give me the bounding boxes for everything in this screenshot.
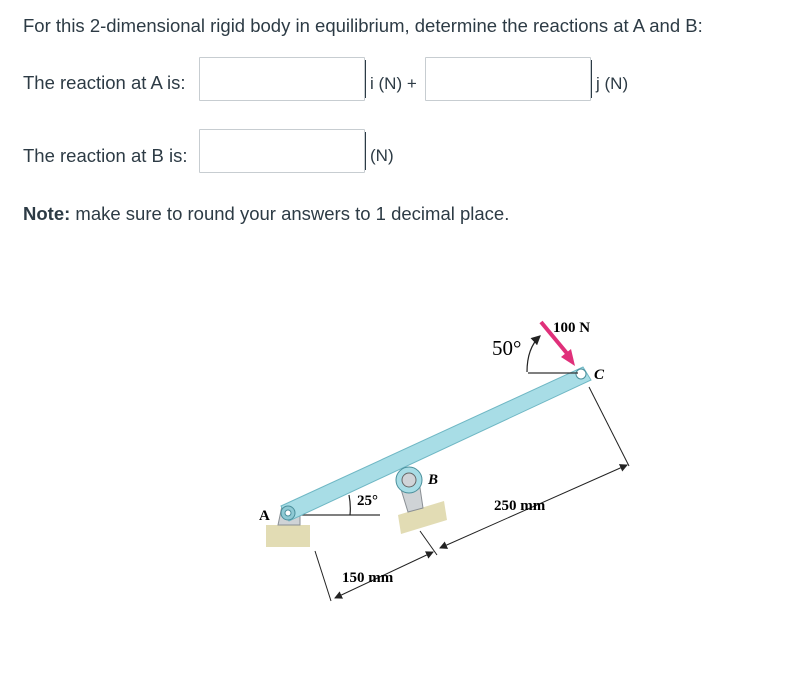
reaction-a-label: The reaction at A is: xyxy=(23,72,186,93)
dim-ext-c xyxy=(589,387,629,466)
reaction-a-i-unit: i (N) + xyxy=(370,74,417,93)
dim-ext-b xyxy=(420,531,437,555)
angle-arc-50 xyxy=(527,336,540,372)
dim-ext-a xyxy=(315,551,331,601)
question-text: For this 2-dimensional rigid body in equilibrium, determine the reactions at A and B: xyxy=(23,15,703,36)
label-b: B xyxy=(428,472,439,488)
dim-label-150: 150 mm xyxy=(342,570,394,586)
pin-c xyxy=(576,369,586,379)
angle-arc-25 xyxy=(349,495,350,515)
force-angle-label: 50° xyxy=(492,336,522,360)
reaction-b-label: The reaction at B is: xyxy=(23,145,188,166)
label-a: A xyxy=(259,508,270,524)
reaction-b-unit: (N) xyxy=(370,146,394,165)
note-text: make sure to round your answers to 1 decimal place. xyxy=(70,203,510,224)
roller-b-inner xyxy=(402,473,416,487)
support-a-base xyxy=(266,525,310,547)
note-bold: Note: xyxy=(23,203,71,224)
reaction-a-j-unit: j (N) xyxy=(596,74,629,93)
label-c: C xyxy=(594,367,605,383)
force-label: 100 N xyxy=(553,320,591,336)
pin-a-hole xyxy=(285,510,291,516)
bar-angle-label: 25° xyxy=(357,493,378,509)
dim-label-250: 250 mm xyxy=(494,498,546,514)
